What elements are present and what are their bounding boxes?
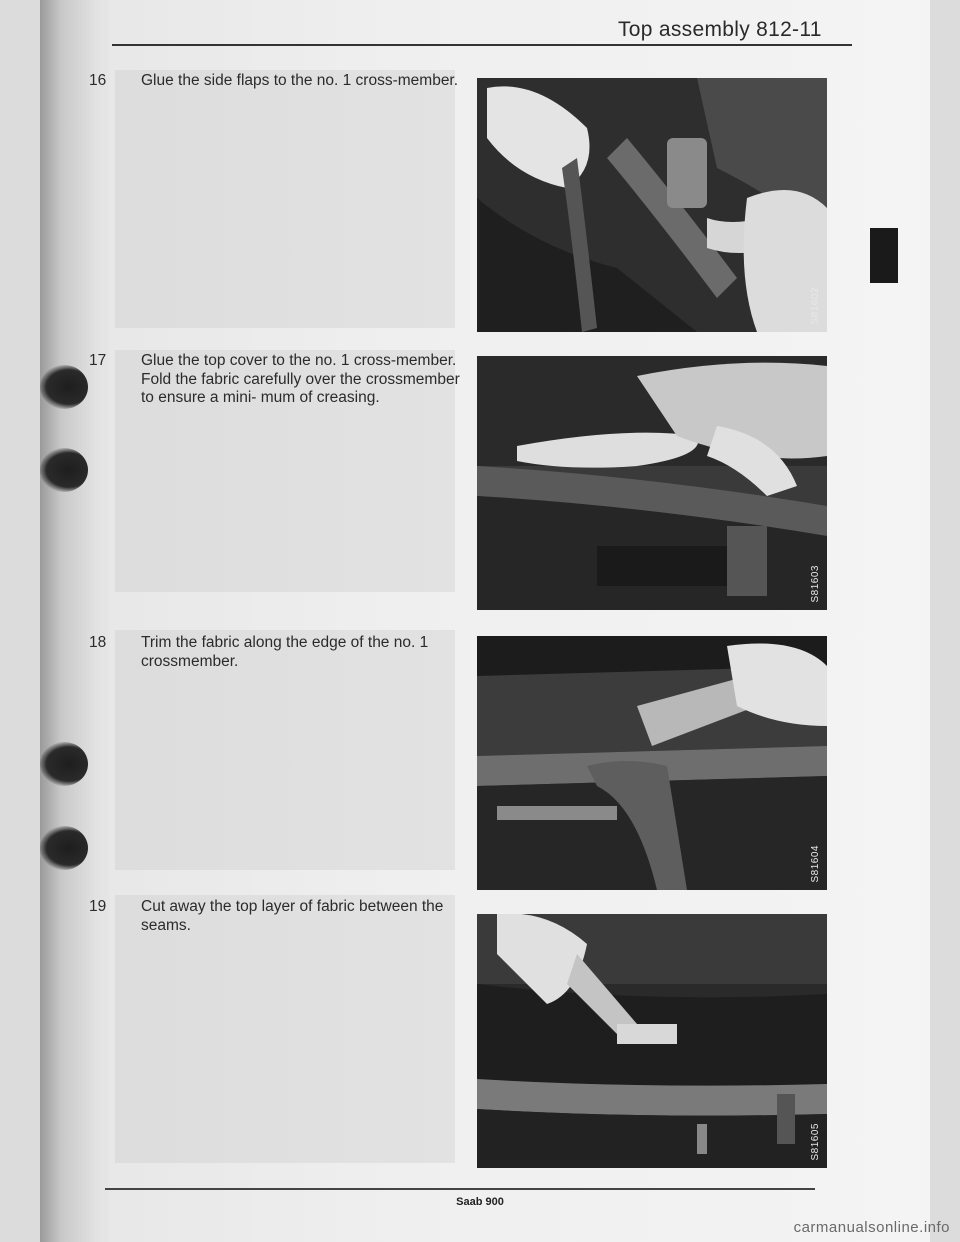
binder-hole: [40, 742, 88, 786]
photo-code: S81605: [810, 1122, 821, 1160]
photo-step-17: [477, 356, 827, 610]
binder-hole: [40, 365, 88, 409]
photo-image: [477, 356, 827, 610]
photo-code: S81603: [810, 564, 821, 602]
photo-code: S81602: [810, 286, 821, 324]
step-16: [89, 72, 460, 91]
page-header: Top assembly 812-11: [618, 18, 822, 41]
photo-image: [477, 636, 827, 890]
page-footer: Saab 900: [456, 1196, 504, 1208]
photo-step-19: [477, 914, 827, 1168]
header-rule: [112, 44, 852, 46]
photo-image: [477, 914, 827, 1168]
step-17: [89, 352, 460, 408]
photo-code: S81604: [810, 844, 821, 882]
step-text: Glue the top cover to the no. 1 cross-member. Fold the fabric carefully over the crossmember to ensure a mini- mum of creasing.: [141, 352, 460, 407]
step-text: Cut away the top layer of fabric between the seams.: [141, 898, 444, 934]
step-19: [89, 898, 460, 935]
step-18: [89, 634, 460, 671]
step-text: Glue the side flaps to the no. 1 cross-member.: [141, 72, 459, 89]
photo-step-18: [477, 636, 827, 890]
step-number: 19: [89, 898, 107, 915]
step-text: Trim the fabric along the edge of the no. 1 crossmember.: [141, 634, 429, 670]
binder-hole: [40, 826, 88, 870]
section-marker: [870, 228, 898, 283]
step-number: 16: [89, 72, 107, 89]
footer-rule: [105, 1188, 815, 1190]
photo-step-16: [477, 78, 827, 332]
photo-image: [477, 78, 827, 332]
step-number: 17: [89, 352, 107, 369]
binder-hole: [40, 448, 88, 492]
binding-strip: [40, 0, 110, 1242]
step-number: 18: [89, 634, 107, 651]
watermark: carmanualsonline.info: [793, 1219, 950, 1236]
